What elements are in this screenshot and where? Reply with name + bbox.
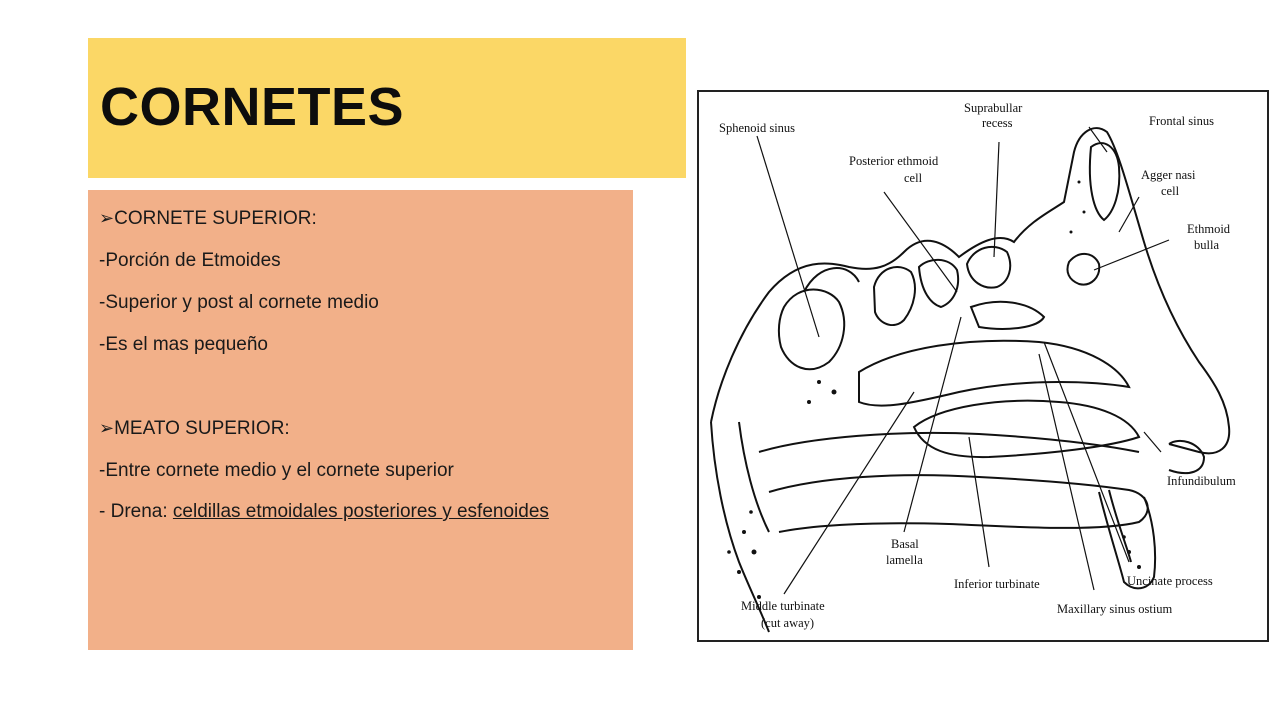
section-heading-meato-superior — [99, 408, 623, 450]
nasal-anatomy-figure — [697, 90, 1269, 642]
drena-prefix: - Drena: — [99, 501, 173, 522]
label-uncinate-process: Uncinate process — [1127, 574, 1213, 588]
section1-heading: CORNETE SUPERIOR: — [114, 208, 317, 229]
drena-underlined-text: celdillas etmoidales posteriores y esfenoides — [172, 501, 549, 522]
label-infundibulum: Infundibulum — [1167, 474, 1236, 488]
section-heading-cornete-superior — [99, 198, 623, 240]
label-agger-nasi-1: Agger nasi — [1141, 168, 1196, 182]
label-middle-turbinate-1: Middle turbinate — [741, 599, 825, 613]
nasal-anatomy-diagram — [699, 92, 1267, 640]
arrow-bullet-icon: ➢ — [99, 418, 115, 439]
label-suprabullar-1: Suprabullar — [964, 101, 1023, 115]
label-suprabullar-2: recess — [982, 116, 1013, 130]
label-ethmoid-bulla-2: bulla — [1194, 238, 1219, 252]
section1-line: -Porción de Etmoides — [99, 250, 281, 271]
label-basal-lamella-1: Basal — [891, 537, 919, 551]
label-inferior-turbinate: Inferior turbinate — [954, 577, 1040, 591]
label-middle-turbinate-2: (cut away) — [761, 616, 815, 630]
label-sphenoid-sinus: Sphenoid sinus — [719, 121, 796, 135]
label-ethmoid-bulla-1: Ethmoid — [1187, 222, 1231, 236]
drena-paragraph — [99, 499, 623, 524]
title-box — [88, 38, 686, 178]
section1-line: -Es el mas pequeño — [99, 334, 268, 355]
label-frontal-sinus: Frontal sinus — [1149, 114, 1214, 128]
label-agger-nasi-2: cell — [1161, 184, 1180, 198]
label-posterior-ethmoid-2: cell — [904, 171, 923, 185]
section2-line: -Entre cornete medio y el cornete superior — [99, 460, 454, 481]
section2-heading: MEATO SUPERIOR: — [114, 418, 290, 439]
section1-line: -Superior y post al cornete medio — [99, 292, 379, 313]
slide-title: CORNETES — [100, 77, 405, 137]
label-basal-lamella-2: lamella — [886, 553, 923, 567]
content-box — [88, 190, 633, 650]
spacer — [99, 366, 623, 408]
label-maxillary-ostium: Maxillary sinus ostium — [1057, 602, 1173, 616]
label-posterior-ethmoid-1: Posterior ethmoid — [849, 154, 939, 168]
arrow-bullet-icon: ➢ — [99, 208, 115, 229]
